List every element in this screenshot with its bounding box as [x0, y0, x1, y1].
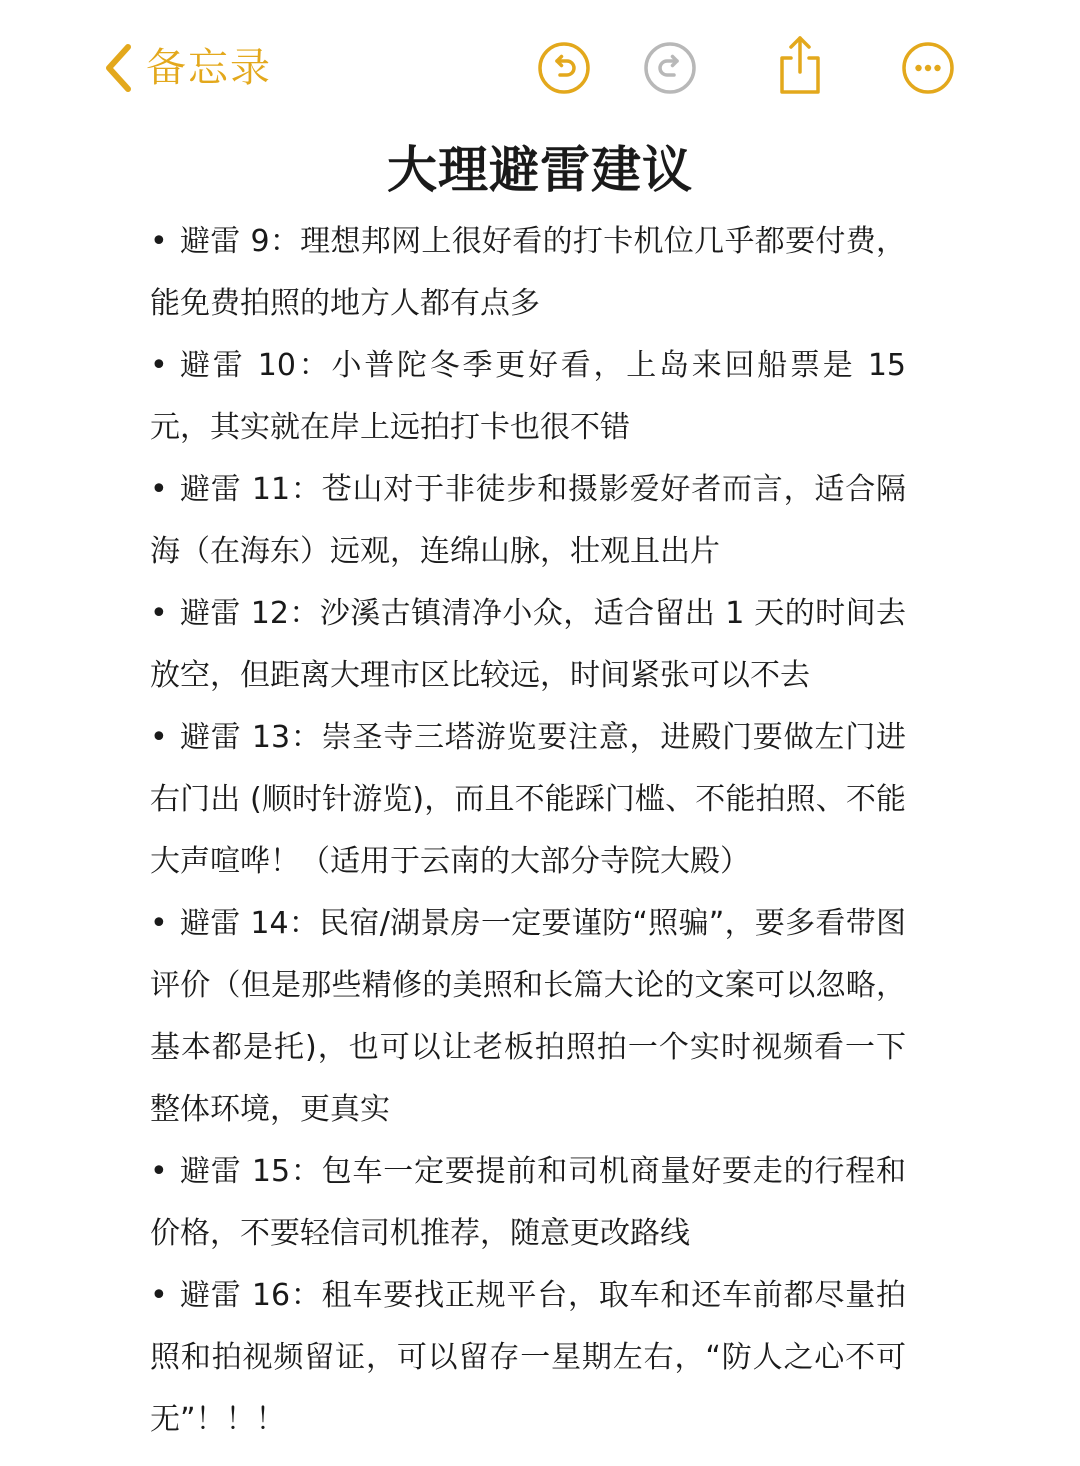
bullet: • — [150, 348, 168, 383]
bullet: • — [150, 472, 168, 507]
bullet: • — [150, 1278, 168, 1313]
item-text: 避雷 9：理想邦网上很好看的打卡机位几乎都要付费，能免费拍照的地方人都有点多 — [150, 224, 906, 321]
list-item — [150, 1265, 906, 1451]
item-text: 避雷 13：崇圣寺三塔游览要注意，进殿门要做左门进右门出 (顺时针游览)，而且不能踩门槛、不能拍照、不能大声喧哗！（适用于云南的大部分寺院大殿） — [150, 720, 906, 879]
item-text: 避雷 16：租车要找正规平台，取车和还车前都尽量拍照和拍视频留证，可以留存一星期左右，“防人之心不可无”！！！ — [150, 1278, 906, 1437]
bullet: • — [150, 720, 168, 755]
item-text: 避雷 12：沙溪古镇清净小众，适合留出 1 天的时间去放空，但距离大理市区比较远，时间紧张可以不去 — [150, 596, 906, 693]
list-item — [150, 211, 906, 335]
undo-button[interactable] — [536, 40, 592, 96]
chevron-left-icon — [104, 43, 132, 93]
note-body[interactable] — [150, 211, 906, 1451]
list-item — [150, 583, 906, 707]
item-text: 避雷 15：包车一定要提前和司机商量好要走的行程和价格，不要轻信司机推荐，随意更改路线 — [150, 1154, 906, 1251]
bullet: • — [150, 906, 168, 941]
redo-icon — [642, 40, 698, 96]
list-item — [150, 707, 906, 893]
share-icon — [772, 34, 828, 96]
note-title: 大理避雷建议 — [387, 141, 693, 199]
more-icon — [900, 40, 956, 96]
bullet: • — [150, 596, 168, 631]
redo-button[interactable] — [642, 40, 698, 96]
share-button[interactable] — [772, 34, 828, 90]
list-item — [150, 335, 906, 459]
back-label: 备忘录 — [146, 45, 272, 91]
list-item — [150, 1141, 906, 1265]
undo-icon — [536, 40, 592, 96]
item-text: 避雷 10：小普陀冬季更好看，上岛来回船票是 15 元，其实就在岸上远拍打卡也很不错 — [150, 348, 906, 445]
bullet: • — [150, 1154, 168, 1189]
list-item — [150, 459, 906, 583]
more-button[interactable] — [900, 40, 956, 96]
navigation-bar — [0, 0, 1080, 135]
back-button[interactable] — [104, 40, 272, 96]
bullet: • — [150, 224, 168, 259]
item-text: 避雷 14：民宿/湖景房一定要谨防“照骗”，要多看带图评价（但是那些精修的美照和长篇大论的文案可以忽略，基本都是托)，也可以让老板拍照拍一个实时视频看一下整体环境，更真实 — [150, 906, 906, 1127]
item-text: 避雷 11：苍山对于非徒步和摄影爱好者而言，适合隔海（在海东）远观，连绵山脉，壮观且出片 — [150, 472, 906, 569]
list-item — [150, 893, 906, 1141]
